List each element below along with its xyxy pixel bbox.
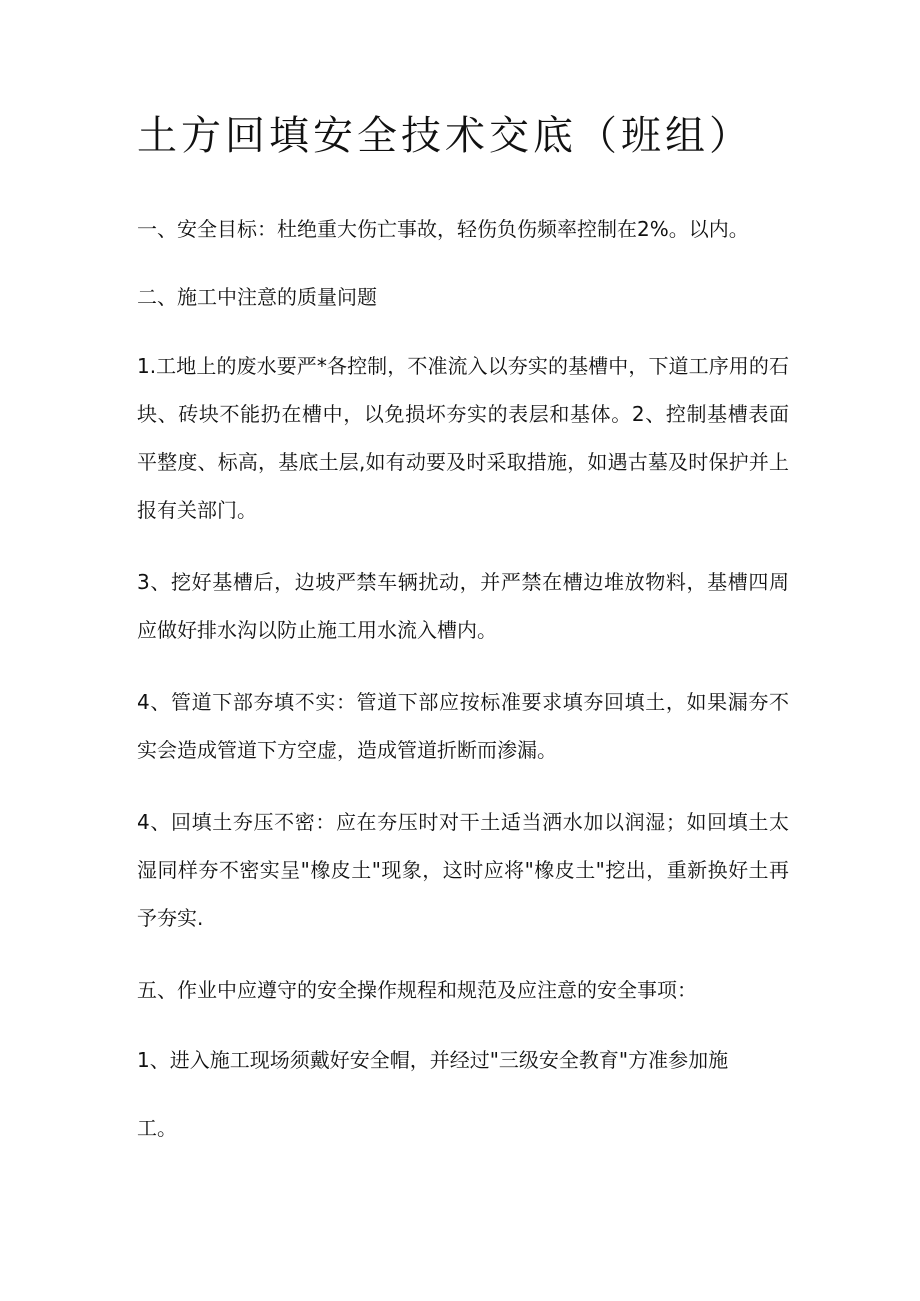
- section-quality-issues-heading: 二、施工中注意的质量问题: [137, 285, 377, 309]
- section-safety-goal: 一、安全目标：杜绝重大伤亡事故，轻伤负伤频率控制在2%。以内。: [137, 217, 749, 241]
- paragraph-helmet-rule-continued: 工。: [137, 1116, 177, 1140]
- paragraph-helmet-rule: 1、进入施工现场须戴好安全帽，并经过"三级安全教育"方准参加施: [137, 1048, 729, 1072]
- document-title: 土方回填安全技术交底（班组）: [137, 113, 753, 159]
- section-safety-rules-heading: 五、作业中应遵守的安全操作规程和规范及应注意的安全事项：: [137, 978, 697, 1002]
- paragraph-compaction: 4、回填土夯压不密：应在夯压时对干土适当洒水加以润湿；如回填土太湿同样夯不密实呈"橡皮土"现象，这时应将"橡皮土"挖出，重新换好土再予夯实.: [137, 810, 789, 930]
- paragraph-wastewater-control: 1.工地上的废水要严*各控制，不准流入以夯实的基槽中，下道工序用的石块、砖块不能扔在槽中，以免损坏夯实的表层和基体。2、控制基槽表面平整度、标高，基底土层,如有动要及时采取措施，如遇古墓及时保护并上报有关部门。: [137, 354, 789, 522]
- paragraph-trench-protection: 3、挖好基槽后，边坡严禁车辆扰动，并严禁在槽边堆放物料，基槽四周应做好排水沟以防止施工用水流入槽内。: [137, 570, 789, 642]
- paragraph-pipe-backfill: 4、管道下部夯填不实：管道下部应按标准要求填夯回填土，如果漏夯不实会造成管道下方空虚，造成管道折断而渗漏。: [137, 690, 789, 762]
